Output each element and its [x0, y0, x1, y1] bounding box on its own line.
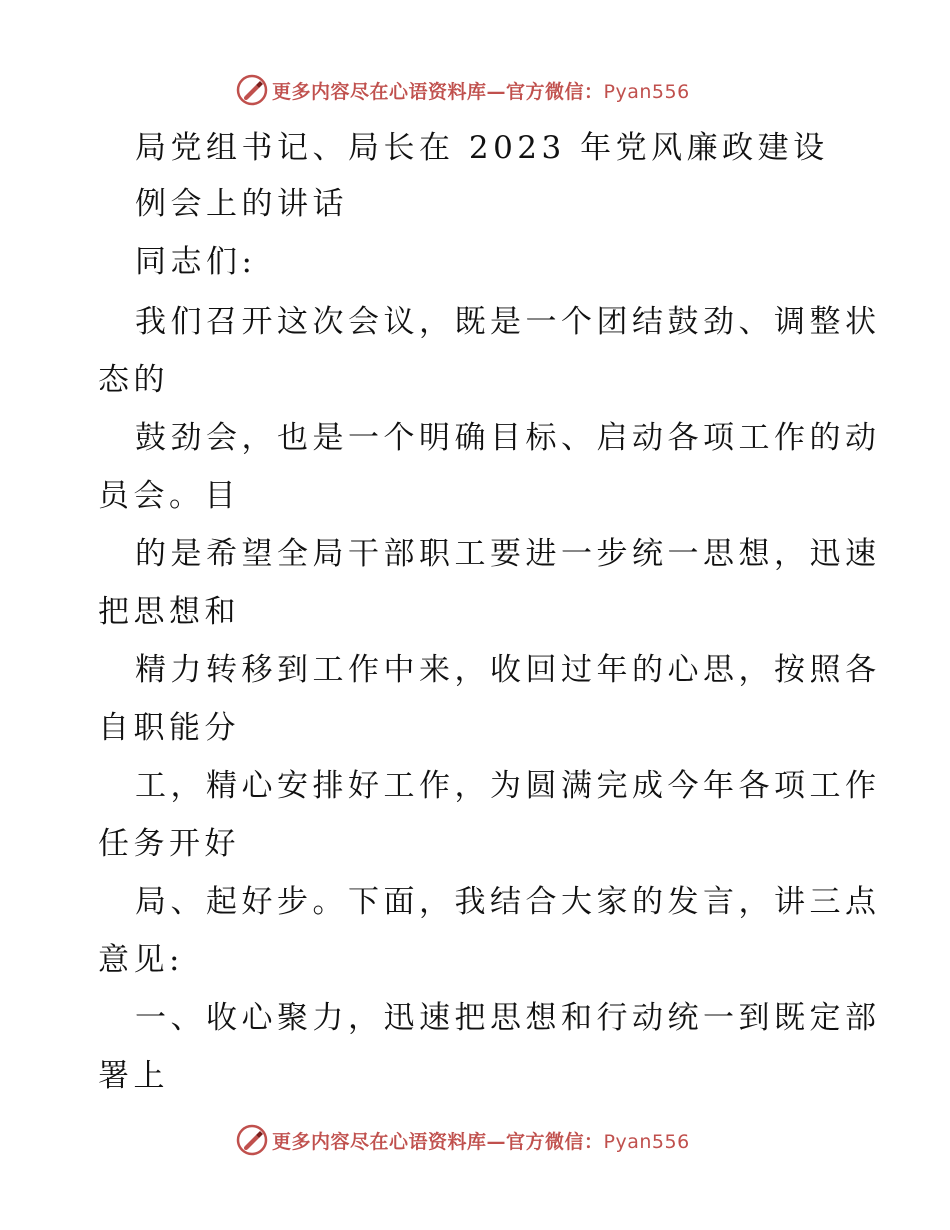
paragraph-line: 局、起好步。下面，我结合大家的发言，讲三点: [135, 884, 881, 920]
header-watermark-banner: [236, 74, 690, 106]
paragraph-line: 的是希望全局干部职工要进一步统一思想，迅速: [135, 536, 881, 572]
wechat-id: Pyan556: [603, 1130, 690, 1153]
paragraph-line: 意见:: [98, 942, 184, 978]
paragraph-line: 态的: [98, 362, 169, 398]
title-line-1: 局党组书记、局长在 2023 年党风廉政建设: [135, 130, 829, 166]
title-line-2: 例会上的讲话: [135, 186, 348, 222]
banner-text: 更多内容尽在心语资料库—官方微信：Pyan556: [272, 1130, 690, 1153]
salutation: 同志们:: [135, 244, 257, 280]
paragraph-line: 精力转移到工作中来，收回过年的心思，按照各: [135, 652, 881, 688]
paragraph-line: 我们召开这次会议，既是一个团结鼓劲、调整状: [135, 304, 881, 340]
pen-logo-icon: [236, 1124, 268, 1156]
paragraph-line: 工，精心安排好工作，为圆满完成今年各项工作: [135, 768, 881, 804]
section-heading-line: 署上: [98, 1058, 169, 1094]
paragraph-line: 把思想和: [98, 594, 240, 630]
section-heading-line: 一、收心聚力，迅速把思想和行动统一到既定部: [135, 1000, 881, 1036]
wechat-id: Pyan556: [603, 80, 690, 103]
paragraph-line: 员会。目: [98, 478, 240, 514]
footer-watermark-banner: [236, 1124, 690, 1156]
paragraph-line: 鼓劲会，也是一个明确目标、启动各项工作的动: [135, 420, 881, 456]
pen-logo-icon: [236, 74, 268, 106]
paragraph-line: 自职能分: [98, 710, 240, 746]
paragraph-line: 任务开好: [98, 826, 240, 862]
banner-text: 更多内容尽在心语资料库—官方微信：Pyan556: [272, 80, 690, 103]
